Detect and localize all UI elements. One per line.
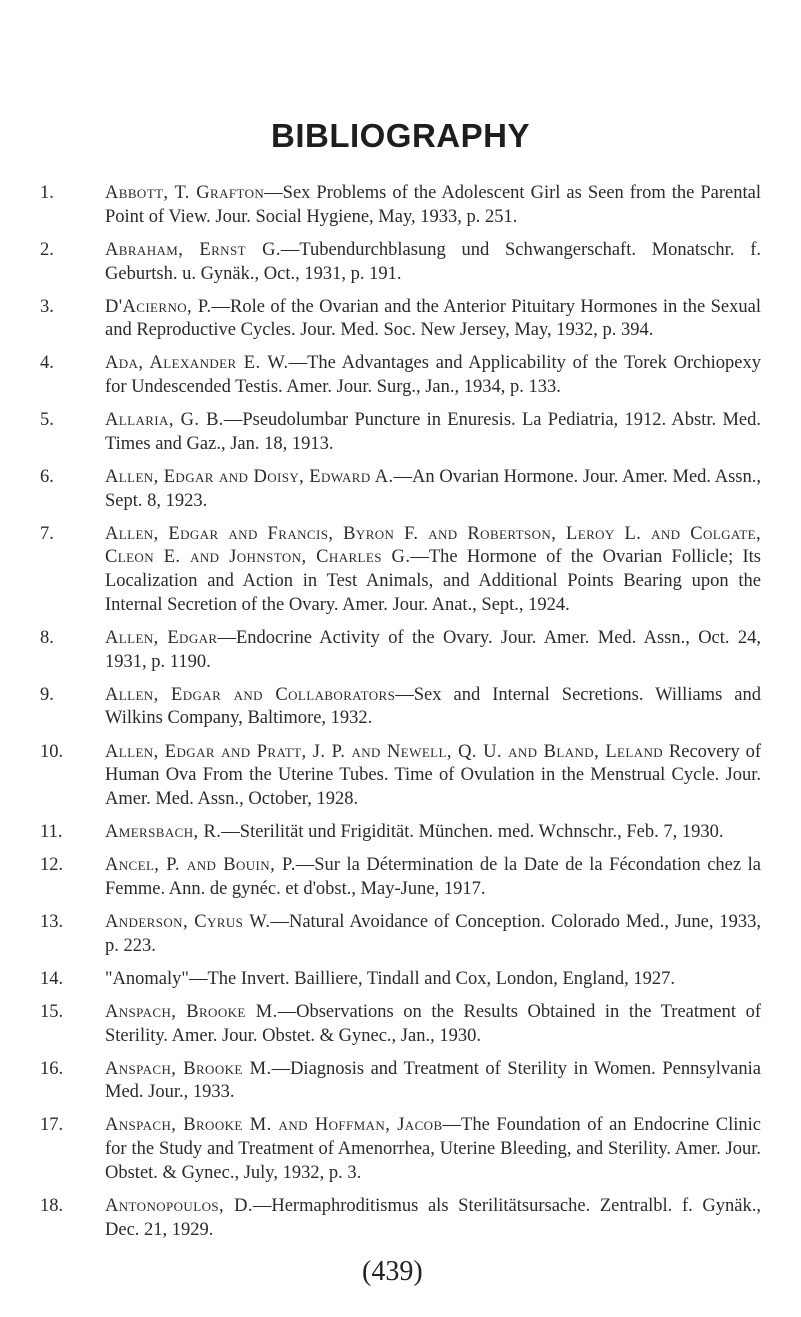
entry-author: Amersbach, R. bbox=[105, 822, 222, 843]
page-number: (439) bbox=[362, 1256, 423, 1287]
entry-number: 15. bbox=[40, 1001, 64, 1022]
entry-number: 18. bbox=[40, 1195, 64, 1216]
entry-number: 4. bbox=[40, 353, 54, 374]
entry-author: Allaria, G. B. bbox=[105, 410, 224, 431]
entry-author: Allen, Edgar and Pratt, J. P. and Newell, Q. U. and Bland, Leland bbox=[105, 741, 664, 762]
entry-text: —Pseudolumbar Puncture in Enuresis. La Pediatria, 1912. Abstr. Med. Times and Gaz., Jan. 18, 1913. bbox=[105, 410, 761, 454]
entry-number: 5. bbox=[40, 410, 54, 431]
entry-text: —Tubendurchblasung und Schwangerschaft. Monatschr. f. Geburtsh. u. Gynäk., Oct., 1931, p. 191. bbox=[105, 239, 761, 284]
entry-author: Antonopoulos, D. bbox=[105, 1195, 253, 1216]
entry-author: Allen, Edgar bbox=[105, 627, 218, 648]
bibliography-entry bbox=[0, 296, 801, 343]
entry-number: 16. bbox=[40, 1058, 64, 1079]
entry-text: —Sex and Internal Secretions. Williams and Wilkins Company, Baltimore, 1932. bbox=[105, 684, 761, 729]
entry-text: —Sex Problems of the Adolescent Girl as Seen from the Parental Point of View. Jour. Social Hygiene, May, 1933, p. 251. bbox=[105, 183, 761, 227]
entry-author: Abbott, T. Grafton bbox=[105, 183, 265, 203]
entry-text: —Observations on the Results Obtained in the Treatment of Sterility. Amer. Jour. Obstet. & Gynec., Jan., 1930. bbox=[105, 1001, 761, 1046]
entry-text: "Anomaly"—The Invert. Bailliere, Tindall and Cox, London, England, 1927. bbox=[105, 968, 676, 989]
entry-author: Anderson, Cyrus W. bbox=[105, 911, 271, 932]
bibliography-entry bbox=[0, 1058, 801, 1105]
bibliography-entry bbox=[0, 352, 801, 399]
entry-text: —The Foundation of an Endocrine Clinic for the Study and Treatment of Amenorrhea, Uterine Bleeding, and Sterility. Amer. Jour. Obstet. & Gynec., July, 1932, p. 3. bbox=[105, 1115, 761, 1183]
bibliography-entry bbox=[0, 627, 801, 674]
bibliography-entry bbox=[0, 741, 801, 812]
entry-text: —An Ovarian Hormone. Jour. Amer. Med. Assn., Sept. 8, 1923. bbox=[105, 466, 761, 511]
entry-author: D'Acierno, P. bbox=[105, 296, 212, 317]
entry-author: Abraham, Ernst G. bbox=[105, 239, 281, 260]
entry-number: 10. bbox=[40, 741, 64, 762]
entry-text: —Sterilität und Frigidität. München. med. Wchnschr., Feb. 7, 1930. bbox=[221, 822, 724, 843]
entry-author: Allen, Edgar and Doisy, Edward A. bbox=[105, 466, 394, 487]
entry-author: Ada, Alexander E. W. bbox=[105, 353, 289, 374]
entry-author: Allen, Edgar and Collaborators bbox=[105, 684, 396, 705]
entry-author: Anspach, Brooke M. bbox=[105, 1058, 272, 1079]
entry-text: —Endocrine Activity of the Ovary. Jour. Amer. Med. Assn., Oct. 24, 1931, p. 1190. bbox=[105, 627, 761, 672]
entry-text: —Sur la Détermination de la Date de la Fécondation chez la Femme. Ann. de gynéc. et d'obst., May-June, 1917. bbox=[105, 855, 761, 899]
entry-number: 2. bbox=[40, 239, 54, 260]
bibliography-entry bbox=[0, 182, 801, 229]
bibliography-entry bbox=[0, 911, 801, 958]
entry-number: 1. bbox=[40, 183, 54, 203]
bibliography-entry bbox=[0, 1114, 801, 1185]
entry-author: Anspach, Brooke M. and Hoffman, Jacob bbox=[105, 1115, 443, 1136]
bibliography-entry bbox=[0, 523, 801, 618]
bibliography-entry bbox=[0, 466, 801, 513]
entry-number: 8. bbox=[40, 627, 54, 648]
entry-number: 17. bbox=[40, 1115, 64, 1136]
page-title: BIBLIOGRAPHY bbox=[270, 117, 530, 154]
entry-text: —The Hormone of the Ovarian Follicle; Its Localization and Action in Test Animals, and Additional Points Bearing upon the Internal Secretion of the Ovary. Amer. Jour. Anat., Sept., 1924. bbox=[105, 547, 761, 615]
entry-author: Anspach, Brooke M. bbox=[105, 1001, 278, 1022]
entry-text: —Hermaphroditismus als Sterilitätsursache. Zentralbl. f. Gynäk., Dec. 21, 1929. bbox=[105, 1195, 761, 1240]
entry-text: —The Advantages and Applicability of the Torek Orchiopexy for Undescended Testis. Amer. Jour. Surg., Jan., 1934, p. 133. bbox=[105, 353, 761, 398]
bibliography-entry bbox=[0, 1195, 801, 1242]
bibliography-list bbox=[0, 182, 801, 1252]
bibliography-entry bbox=[0, 239, 801, 286]
entry-number: 11. bbox=[40, 822, 63, 843]
entry-number: 6. bbox=[40, 466, 54, 487]
entry-author: Allen, Edgar and Francis, Byron F. and Robertson, Leroy L. and Colgate, Cleon E. and Johnston, Charles G. bbox=[105, 523, 761, 568]
entry-text: —Diagnosis and Treatment of Sterility in Women. Pennsylvania Med. Jour., 1933. bbox=[105, 1058, 761, 1103]
bibliography-entry bbox=[0, 684, 801, 731]
entry-author: Ancel, P. and Bouin, P. bbox=[105, 855, 296, 876]
entry-text: Recovery of Human Ova From the Uterine Tubes. Time of Ovulation in the Menstrual Cycle. Jour. Amer. Med. Assn., October, 1928. bbox=[105, 741, 761, 809]
bibliography-entry bbox=[0, 821, 801, 845]
entry-text: —Natural Avoidance of Conception. Colorado Med., June, 1933, p. 223. bbox=[105, 911, 762, 956]
entry-number: 13. bbox=[40, 911, 64, 932]
entry-number: 7. bbox=[40, 523, 54, 544]
entry-number: 3. bbox=[40, 296, 54, 317]
bibliography-entry bbox=[0, 409, 801, 456]
entry-text: —Role of the Ovarian and the Anterior Pituitary Hormones in the Sexual and Reproductive Cycles. Jour. Med. Soc. New Jersey, May, 1932, p. 394. bbox=[105, 296, 761, 341]
entry-number: 9. bbox=[40, 684, 54, 705]
bibliography-entry bbox=[0, 1001, 801, 1048]
bibliography-entry bbox=[0, 854, 801, 901]
bibliography-entry bbox=[0, 968, 801, 992]
entry-number: 12. bbox=[40, 855, 64, 876]
entry-number: 14. bbox=[40, 968, 64, 989]
